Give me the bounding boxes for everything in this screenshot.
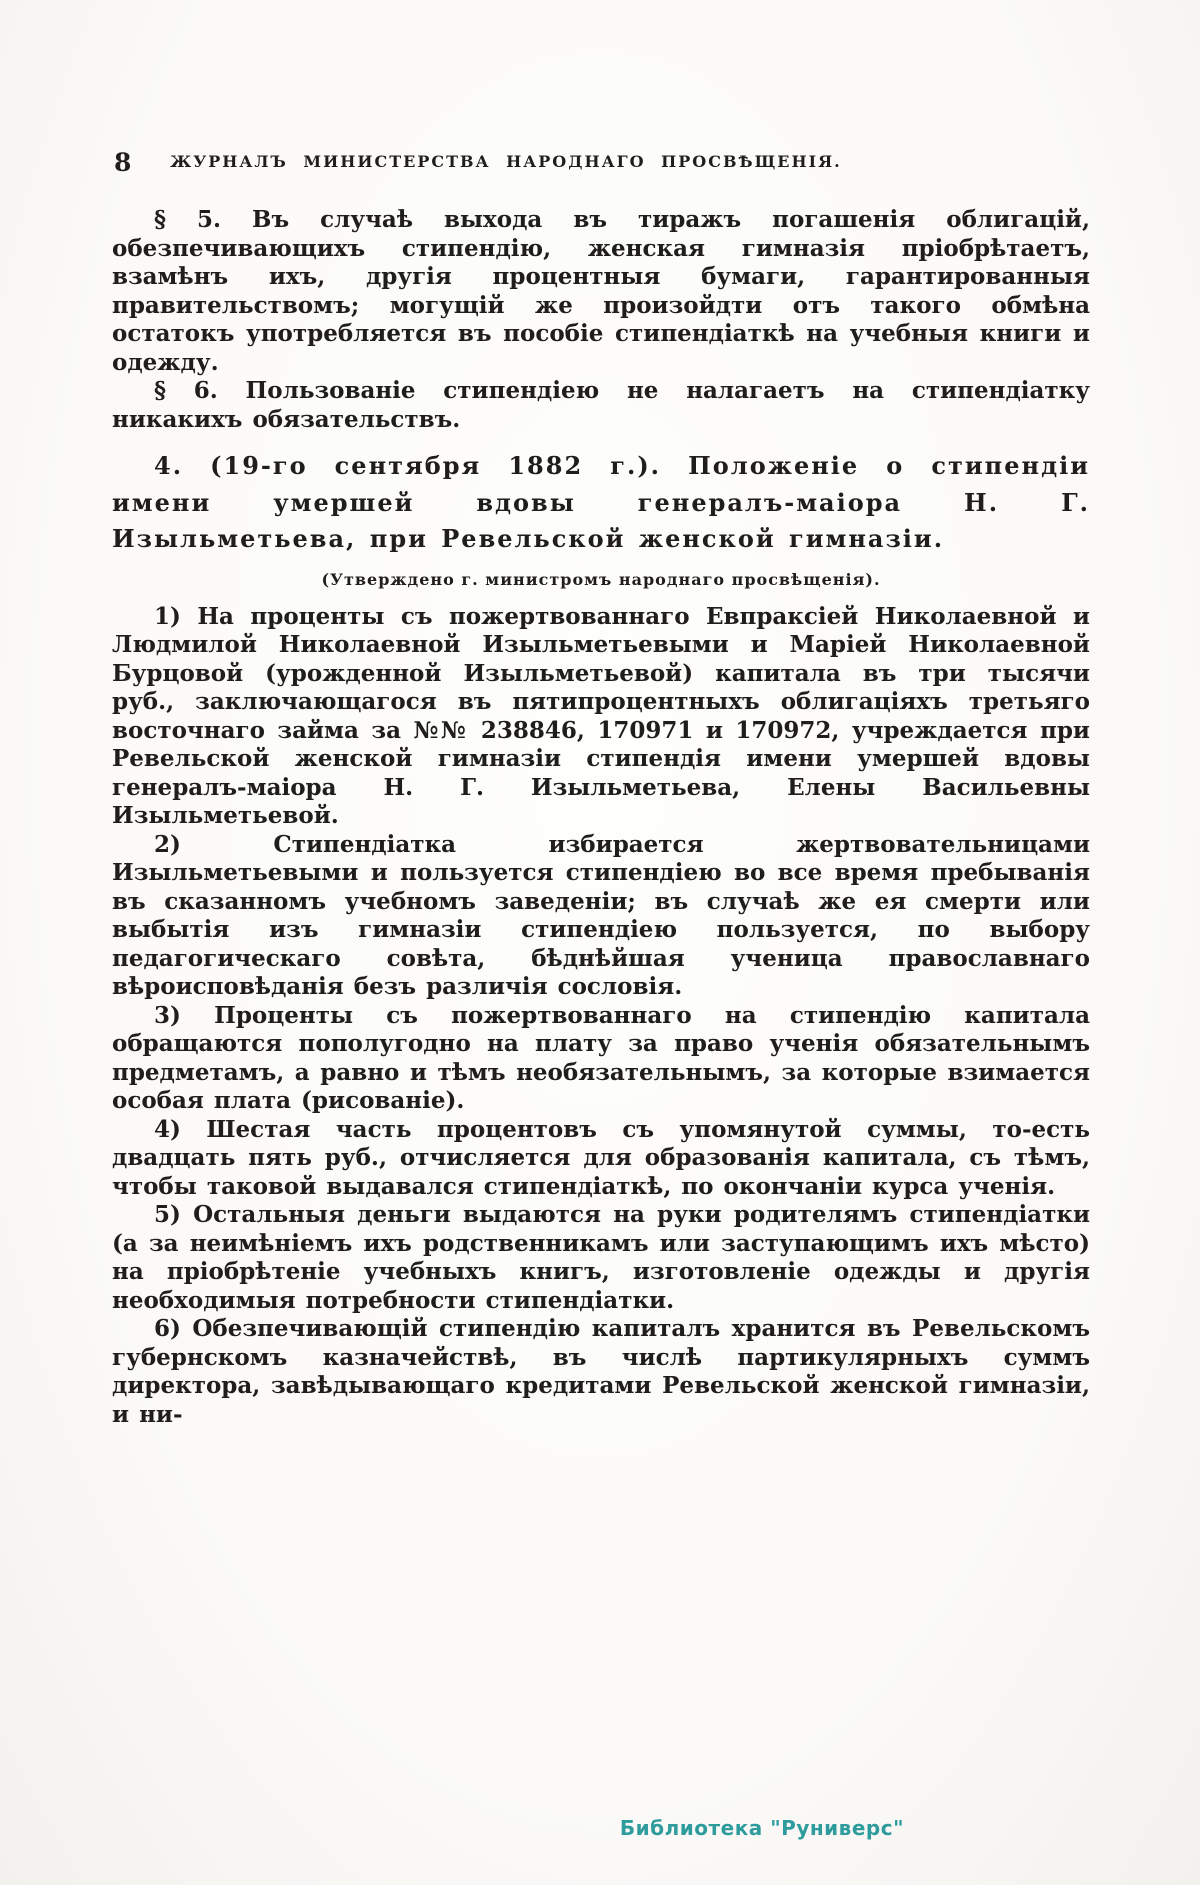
paragraph-8: 4) Шестая часть процентовъ съ упомянутой суммы, то-есть двадцать пять руб., отчисляется для образованія капитала, съ тѣмъ, чтобы таковой выдавался стипендіаткѣ, по окончаніи курса ученія. bbox=[112, 1115, 1090, 1200]
paragraph-5: 1) На проценты съ пожертвованнаго Евпраксіей Николаевной и Людмилой Николаевной Изыльметьевыми и Маріей Николаевной Бурцовой (урожденной Изыльметьевой) капитала въ три тысячи руб., заключающагося въ пятипроцентныхъ облигаціяхъ третьяго восточнаго займа за №№ 238846, 170971 и 170972, учреждается при Ревельской женской гимназіи стипендія имени умершей вдовы генералъ-маіора Н. Г. Изыльметьева, Елены Васильевны Изыльметьевой. bbox=[112, 602, 1090, 829]
page-body bbox=[112, 206, 1090, 1429]
paragraph-3: 4. (19-го сентября 1882 г.). Положеніе о стипендіи имени умершей вдовы генералъ-маіора Н. Г. Изыльметьева, при Ревельской женской гимназіи. bbox=[112, 451, 1090, 553]
journal-running-title: ЖУРНАЛЪ МИНИСТЕРСТВА НАРОДНАГО ПРОСВѢЩЕНІЯ. bbox=[170, 152, 842, 171]
paragraph-9: 5) Остальныя деньги выдаются на руки родителямъ стипендіатки (а за неимѣніемъ ихъ родственникамъ или заступающимъ ихъ мѣсто) на пріобрѣтеніе учебныхъ книгъ, изготовленіе одежды и другія необходимыя потребности стипендіатки. bbox=[112, 1201, 1090, 1314]
page-number: 8 bbox=[114, 148, 132, 177]
paragraph-2: § 6. Пользованіе стипендіею не налагаетъ на стипендіатку никакихъ обязательствъ. bbox=[112, 377, 1090, 433]
paragraph-4: (Утверждено г. министромъ народнаго просвѣщенія). bbox=[321, 569, 881, 589]
library-watermark: Библиотека "Руниверс" bbox=[619, 1816, 904, 1840]
paragraph-1: § 5. Въ случаѣ выхода въ тиражъ погашенія облигацій, обезпечивающихъ стипендію, женская гимназія пріобрѣтаетъ, взамѣнъ ихъ, другія процентныя бумаги, гарантированныя правительствомъ; могущій же произойдти отъ такого обмѣна остатокъ употребляется въ пособіе стипендіаткѣ на учебныя книги и одежду. bbox=[112, 206, 1090, 376]
paragraph-7: 3) Проценты съ пожертвованнаго на стипендію капитала обращаются пополугодно на плату за право ученія обязательнымъ предметамъ, а равно и тѣмъ необязательнымъ, за которые взимается особая плата (рисованіе). bbox=[112, 1001, 1090, 1114]
page-header bbox=[112, 148, 1090, 178]
paragraph-6: 2) Стипендіатка избирается жертвовательницами Изыльметьевыми и пользуется стипендіею во все время пребыванія въ сказанномъ учебномъ заведеніи; въ случаѣ же ея смерти или выбытія изъ гимназіи стипендіею пользуется, по выбору педагогическаго совѣта, бѣднѣйшая ученица православнаго вѣроисповѣданія безъ различія сословія. bbox=[112, 830, 1090, 1000]
paragraph-10: 6) Обезпечивающій стипендію капиталъ хранится въ Ревельскомъ губернскомъ казначействѣ, въ числѣ партикулярныхъ суммъ директора, завѣдывающаго кредитами Ревельской женской гимназіи, и ни- bbox=[112, 1315, 1090, 1428]
